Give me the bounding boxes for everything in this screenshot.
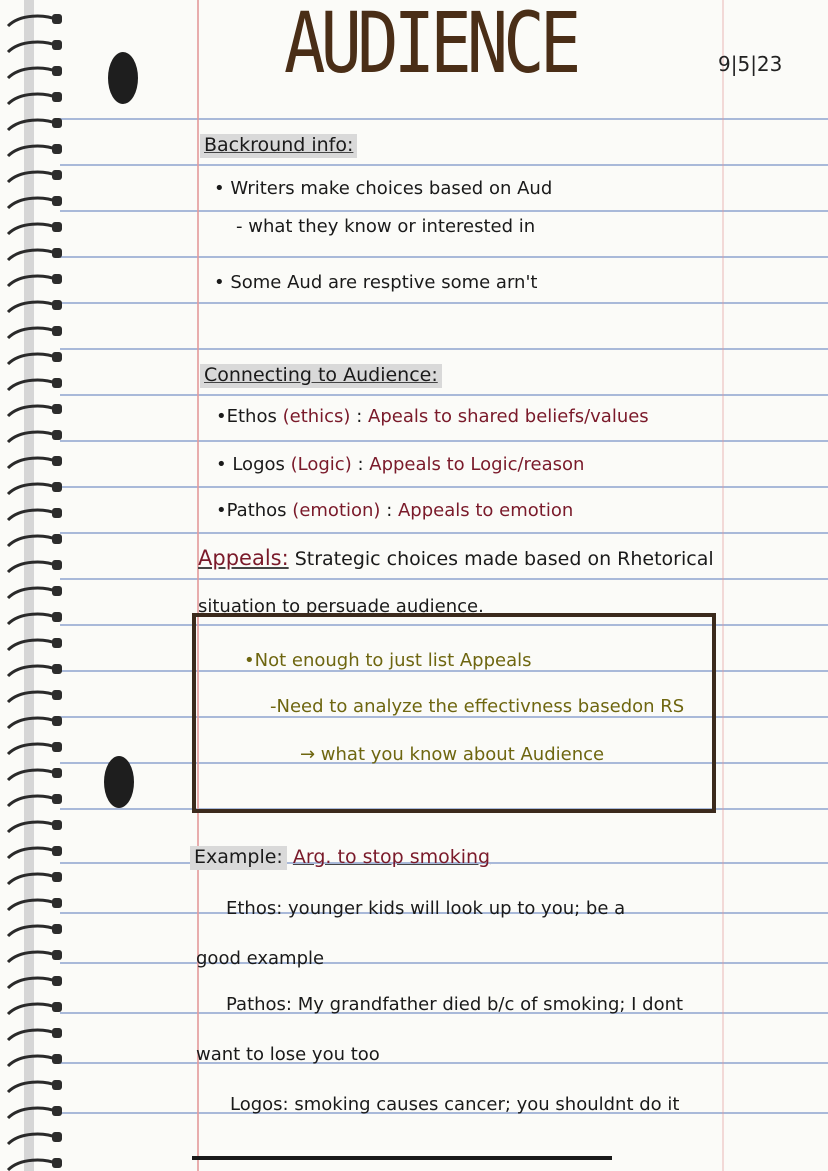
rule-line — [60, 256, 828, 258]
spiral-hole — [52, 586, 62, 596]
appeals-definition-text: Strategic choices made based on Rhetorical — [294, 548, 714, 570]
example-label: Ethos: — [226, 898, 283, 919]
example-label: Pathos: — [226, 994, 292, 1015]
spiral-hole — [52, 196, 62, 206]
example-label: Logos: — [230, 1094, 289, 1115]
spiral-hole — [52, 456, 62, 466]
punch-hole — [108, 52, 138, 104]
spiral-hole — [52, 1028, 62, 1038]
spiral-hole — [52, 118, 62, 128]
background-line: • Some Aud are resptive some arn't — [214, 272, 538, 293]
connecting-heading-text: Connecting to Audience: — [200, 364, 442, 388]
example-item-ethos-cont: good example — [196, 948, 325, 969]
spiral-hole — [52, 976, 62, 986]
bottom-divider — [192, 1156, 612, 1160]
example-text: younger kids will look up to you; be a — [288, 898, 626, 919]
appeal-desc: Appeals to emotion — [397, 500, 574, 521]
rule-line — [60, 1062, 828, 1064]
connecting-heading — [200, 364, 442, 386]
spiral-hole — [52, 508, 62, 518]
rule-line — [60, 164, 828, 166]
spiral-hole — [52, 794, 62, 804]
left-margin-line — [197, 0, 199, 1171]
spiral-hole — [52, 352, 62, 362]
spiral-hole — [52, 846, 62, 856]
spiral-hole — [52, 950, 62, 960]
spiral-hole — [52, 1002, 62, 1012]
note-line: •Not enough to just list Appeals — [244, 650, 532, 671]
spiral-hole — [52, 40, 62, 50]
rule-line — [60, 210, 828, 212]
example-item-pathos-cont: want to lose you too — [196, 1044, 380, 1065]
spiral-hole — [52, 638, 62, 648]
rule-line — [60, 578, 828, 580]
spiral-hole — [52, 66, 62, 76]
example-text: My grandfather died b/c of smoking; I dont — [297, 994, 684, 1015]
appeal-item-pathos: •Pathos (emotion) : Appeals to emotion — [216, 500, 574, 521]
note-line: -Need to analyze the effectivness basedon RS — [270, 696, 685, 717]
spiral-hole — [52, 742, 62, 752]
appeal-name: •Ethos — [216, 406, 277, 427]
example-heading — [190, 846, 490, 868]
rule-line — [60, 532, 828, 534]
punch-hole — [104, 756, 134, 808]
spiral-hole — [52, 430, 62, 440]
rule-line — [60, 348, 828, 350]
spiral-hole — [52, 248, 62, 258]
spiral-hole — [52, 378, 62, 388]
spiral-hole — [52, 612, 62, 622]
spiral-hole — [52, 326, 62, 336]
spiral-hole — [52, 170, 62, 180]
rule-line — [60, 118, 828, 120]
page-title: AUDIENCE — [284, 0, 577, 92]
rule-line — [60, 302, 828, 304]
spiral-hole — [52, 274, 62, 284]
spiral-hole — [52, 898, 62, 908]
spiral-binding — [0, 0, 70, 1171]
background-heading — [200, 134, 357, 156]
date-label: 9|5|23 — [718, 52, 783, 76]
spiral-hole — [52, 872, 62, 882]
background-line: • Writers make choices based on Aud — [214, 178, 553, 199]
spiral-hole — [52, 92, 62, 102]
appeal-paren: (emotion) — [292, 500, 381, 521]
spiral-hole — [52, 1132, 62, 1142]
appeals-definition — [198, 546, 714, 570]
appeal-item-logos: • Logos (Logic) : Appeals to Logic/reason — [216, 454, 585, 475]
spiral-hole — [52, 1106, 62, 1116]
appeal-paren: (ethics) — [282, 406, 351, 427]
appeal-name: •Pathos — [216, 500, 287, 521]
spiral-hole — [52, 1158, 62, 1168]
appeals-term: Appeals: — [198, 546, 289, 570]
appeal-item-ethos: •Ethos (ethics) : Apeals to shared beliefs/values — [216, 406, 649, 427]
example-heading-text: Example: — [190, 846, 287, 870]
example-item-ethos — [226, 898, 625, 919]
spiral-hole — [52, 144, 62, 154]
spiral-hole — [52, 14, 62, 24]
spiral-hole — [52, 1080, 62, 1090]
spiral-hole — [52, 690, 62, 700]
spiral-hole — [52, 716, 62, 726]
appeal-desc: Appeals to Logic/reason — [369, 454, 585, 475]
appeal-name: • Logos — [216, 454, 285, 475]
spiral-hole — [52, 300, 62, 310]
spiral-hole — [52, 404, 62, 414]
rule-line — [60, 962, 828, 964]
appeal-paren: (Logic) — [290, 454, 352, 475]
rule-line — [60, 486, 828, 488]
rule-line — [60, 394, 828, 396]
spiral-hole — [52, 924, 62, 934]
spiral-hole — [52, 560, 62, 570]
spiral-hole — [52, 1054, 62, 1064]
spiral-hole — [52, 768, 62, 778]
note-line: → what you know about Audience — [300, 744, 605, 765]
example-item-logos — [230, 1094, 679, 1115]
appeals-definition-cont: situation to persuade audience. — [198, 596, 484, 617]
example-text: smoking causes cancer; you shouldnt do it — [294, 1094, 680, 1115]
spiral-hole — [52, 482, 62, 492]
spiral-hole — [52, 820, 62, 830]
example-topic: Arg. to stop smoking — [292, 846, 491, 868]
spiral-hole — [52, 534, 62, 544]
appeal-desc: Apeals to shared beliefs/values — [368, 406, 649, 427]
background-line: - what they know or interested in — [236, 216, 536, 237]
spiral-hole — [52, 664, 62, 674]
rule-line — [60, 440, 828, 442]
right-margin-line — [722, 0, 724, 1171]
spiral-hole — [52, 222, 62, 232]
background-heading-text: Backround info: — [200, 134, 357, 158]
example-item-pathos — [226, 994, 683, 1015]
